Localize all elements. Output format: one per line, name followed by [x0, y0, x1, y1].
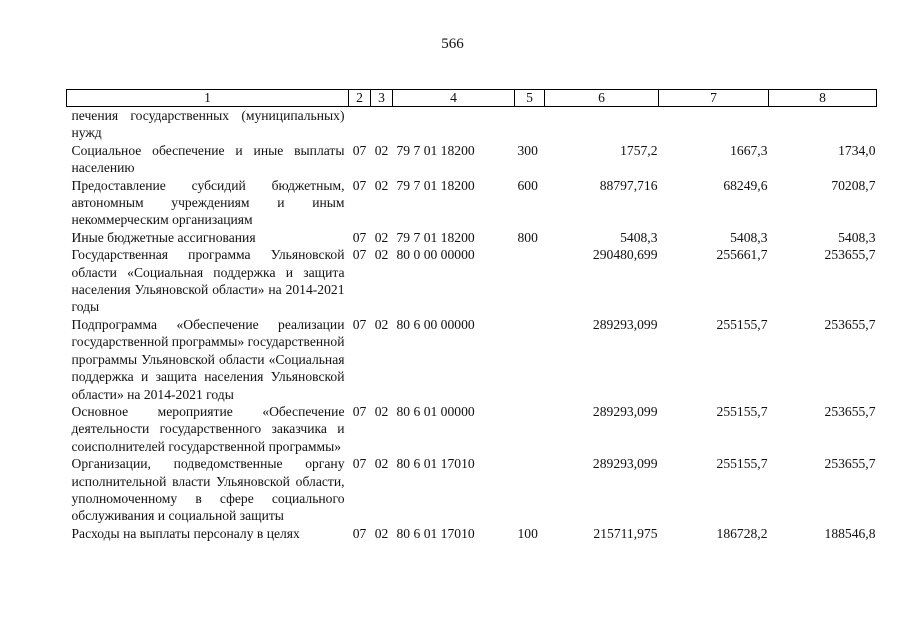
row-name-cell: Предоставление субсидий бюджетным, автономным учреждениям и иным некоммерческим организациям — [71, 177, 345, 228]
row-section-cell: 07 — [352, 403, 367, 419]
row-amount-col7-cell: 255155,7 — [716, 316, 768, 332]
row-amount-col6-cell: 215711,975 — [593, 525, 658, 541]
row-amount-col8-cell: 253655,7 — [824, 316, 876, 332]
table-header — [67, 90, 877, 107]
page-number: 566 — [441, 36, 464, 52]
row-amount-col8-cell: 1734,0 — [838, 142, 876, 158]
row-amount-col7-cell: 5408,3 — [730, 229, 768, 245]
row-expense-type-cell — [515, 455, 545, 525]
row-amount-col8-cell: 253655,7 — [824, 247, 876, 263]
row-subsection-cell: 02 — [374, 142, 389, 158]
row-target-code-cell: 80 0 00 00000 — [396, 247, 475, 263]
header-col-3: 3 — [371, 90, 393, 107]
row-amount-col8-cell — [769, 107, 877, 142]
row-subsection-cell: 02 — [374, 403, 389, 419]
header-col-4: 4 — [393, 90, 515, 107]
row-amount-col6-cell: 88797,716 — [599, 177, 658, 193]
row-amount-col7-cell: 186728,2 — [716, 525, 768, 541]
row-target-code-cell — [393, 107, 515, 142]
budget-table — [66, 89, 877, 542]
row-target-code-cell: 79 7 01 18200 — [396, 177, 475, 193]
row-amount-col7-cell: 255661,7 — [716, 247, 768, 263]
row-amount-col6-cell: 290480,699 — [592, 247, 658, 263]
row-amount-col8-cell: 188546,8 — [824, 525, 876, 541]
row-section-cell: 07 — [352, 316, 367, 332]
row-target-code-cell: 80 6 01 17010 — [396, 456, 475, 472]
row-name-cell: Иные бюджетные ассигнования — [71, 229, 256, 245]
row-amount-col8-cell: 5408,3 — [838, 229, 876, 245]
row-amount-col6-cell: 1757,2 — [620, 142, 658, 158]
table-row — [67, 246, 877, 316]
header-col-6: 6 — [545, 90, 659, 107]
row-amount-col7-cell: 255155,7 — [716, 403, 768, 419]
row-amount-col6-cell: 289293,099 — [592, 403, 658, 419]
row-expense-type-cell — [515, 403, 545, 455]
row-section-cell: 07 — [352, 525, 367, 541]
header-col-7: 7 — [659, 90, 769, 107]
row-section-cell: 07 — [352, 177, 367, 193]
table-row — [67, 316, 877, 403]
row-subsection-cell — [371, 107, 393, 142]
row-amount-col6-cell: 289293,099 — [592, 316, 658, 332]
row-name-cell: Государственная программа Ульяновской области «Социальная поддержка и защита населения Ульяновской области» на 2014-2021 годы — [71, 247, 345, 315]
table-row — [67, 229, 877, 246]
table-body — [67, 107, 877, 543]
row-amount-col8-cell: 253655,7 — [824, 456, 876, 472]
row-subsection-cell: 02 — [374, 525, 389, 541]
row-name-cell: Расходы на выплаты персоналу в целях — [71, 525, 300, 541]
header-col-1: 1 — [67, 90, 349, 107]
table-row — [67, 142, 877, 177]
row-section-cell: 07 — [352, 229, 367, 245]
row-expense-type-cell — [515, 316, 545, 403]
row-name-cell: Организации, подведомственные органу исполнительной власти Ульяновской области, уполномоченному в сфере социального обслуживания и социальной защиты — [71, 456, 345, 524]
row-target-code-cell: 80 6 01 00000 — [396, 403, 475, 419]
row-amount-col7-cell: 68249,6 — [723, 177, 768, 193]
header-col-5: 5 — [515, 90, 545, 107]
table-row — [67, 525, 877, 542]
row-expense-type-cell: 100 — [517, 525, 538, 541]
row-subsection-cell: 02 — [374, 229, 389, 245]
row-expense-type-cell: 600 — [517, 177, 538, 193]
row-amount-col8-cell: 70208,7 — [831, 177, 876, 193]
header-col-2: 2 — [349, 90, 371, 107]
row-subsection-cell: 02 — [374, 316, 389, 332]
row-name-cell: Подпрограмма «Обеспечение реализации государственной программы» государственной программы Ульяновской области «Социальная поддержка и защита населения Ульяновской области» на 2014-2021 годы — [71, 316, 345, 402]
header-col-8: 8 — [769, 90, 877, 107]
table-row — [67, 177, 877, 229]
row-amount-col7-cell — [659, 107, 769, 142]
table-row — [67, 455, 877, 525]
row-name-cell: Основное мероприятие «Обеспечение деятельности государственного заказчика и соисполнителей государственной программы» — [71, 403, 345, 454]
table-row — [67, 107, 877, 142]
row-section-cell: 07 — [352, 456, 367, 472]
row-subsection-cell: 02 — [374, 177, 389, 193]
row-target-code-cell: 80 6 00 00000 — [396, 316, 475, 332]
row-name-cell: печения государственных (муниципальных) нужд — [71, 108, 345, 141]
row-amount-col6-cell — [545, 107, 659, 142]
row-expense-type-cell — [515, 246, 545, 316]
row-target-code-cell: 80 6 01 17010 — [396, 525, 475, 541]
table-row — [67, 403, 877, 455]
row-amount-col8-cell: 253655,7 — [824, 403, 876, 419]
row-section-cell: 07 — [352, 247, 367, 263]
row-name-cell: Социальное обеспечение и иные выплаты населению — [71, 142, 345, 176]
row-section-cell: 07 — [352, 142, 367, 158]
row-subsection-cell: 02 — [374, 247, 389, 263]
row-expense-type-cell: 800 — [517, 229, 538, 245]
row-amount-col7-cell: 255155,7 — [716, 456, 768, 472]
row-amount-col7-cell: 1667,3 — [730, 142, 768, 158]
row-expense-type-cell — [515, 107, 545, 142]
row-amount-col6-cell: 5408,3 — [620, 229, 658, 245]
row-section-cell — [349, 107, 371, 142]
row-expense-type-cell: 300 — [517, 142, 538, 158]
row-target-code-cell: 79 7 01 18200 — [396, 142, 475, 158]
row-amount-col6-cell: 289293,099 — [592, 456, 658, 472]
row-target-code-cell: 79 7 01 18200 — [396, 229, 475, 245]
row-subsection-cell: 02 — [374, 456, 389, 472]
